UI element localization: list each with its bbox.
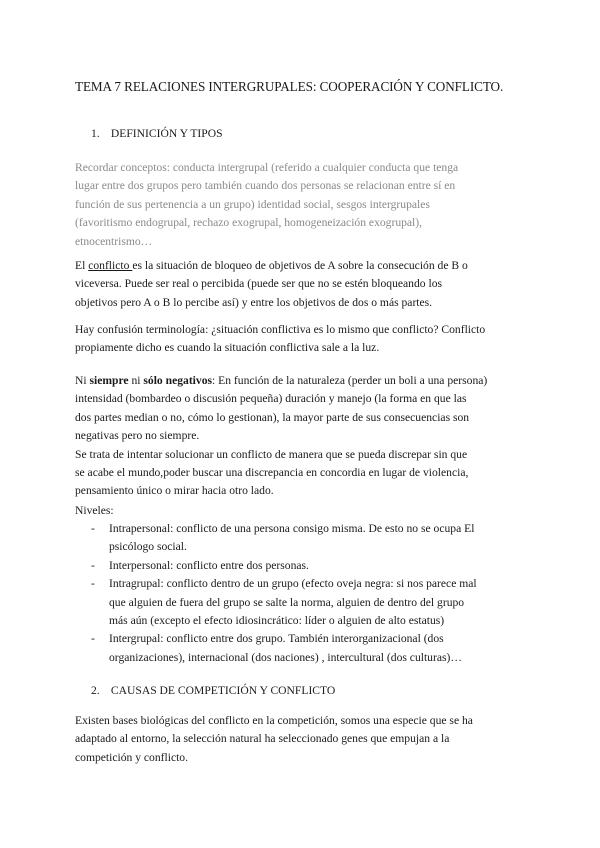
list-item: [91, 557, 531, 575]
causas-line: competición y conflicto.: [75, 750, 189, 764]
document-title: TEMA 7 RELACIONES INTERGRUPALES: COOPERACIÓN Y CONFLICTO.: [75, 79, 504, 94]
negativos-line: intensidad (bombardeo o discusión pequeña) duración y manejo (la forma en que las: [75, 392, 467, 406]
dash-bullet: -: [91, 558, 95, 572]
section-2-title: CAUSAS DE COMPETICIÓN Y CONFLICTO: [110, 684, 336, 697]
definicion-paragraph: [75, 257, 535, 312]
section-1-heading: [91, 127, 223, 140]
recordar-line: Recordar conceptos: conducta intergrupal (referido a cualquier conducta que tenga: [75, 161, 459, 174]
recordar-line: función de sus pertenencia a un grupo) identidad social, sesgos intergrupales: [75, 197, 430, 211]
definicion-line: viceversa. Puede ser real o percibida (puede ser que no se estén bloqueando los: [75, 277, 442, 291]
section-2-heading: [91, 684, 335, 697]
negativos-line: [75, 372, 535, 390]
recordar-line: etnocentrismo…: [75, 234, 153, 248]
siempre-term: siempre: [89, 374, 129, 387]
section-2-number: 2.: [91, 684, 100, 697]
dash-bullet: -: [91, 632, 95, 646]
list-item-line: Intergrupal: conflicto entre dos grupo. También interorganizacional (dos: [109, 632, 444, 646]
niveles-label-text: Niveles:: [75, 504, 114, 517]
solo-negativos-term: sólo negativos: [143, 374, 213, 387]
list-item: [91, 520, 531, 557]
confusion-paragraph: [75, 321, 535, 358]
niveles-list: [91, 520, 531, 667]
negativos-line: negativas pero no siempre.: [75, 429, 200, 443]
negativos-line: Se trata de intentar solucionar un conflicto de manera que se pueda discrepar sin que: [75, 447, 468, 461]
list-item-line: organizaciones), internacional (dos naciones) , intercultural (dos culturas)…: [109, 650, 462, 664]
negativos-paragraph: [75, 372, 535, 501]
recordar-paragraph: [75, 159, 535, 251]
section-1-title: DEFINICIÓN Y TIPOS: [110, 127, 223, 140]
list-item-line: Intragrupal: conflicto dentro de un grupo (efecto oveja negra: si nos parece mal: [109, 577, 477, 591]
ni-word: Ni: [75, 374, 90, 387]
recordar-line: (favoritismo endogrupal, rechazo exogrupal, homogeneización exogrupal),: [75, 216, 423, 230]
recordar-line: lugar entre dos grupos pero también cuando dos personas se relacionan entre sí en: [75, 179, 456, 193]
list-item-line: Interpersonal: conflicto entre dos personas.: [109, 558, 309, 572]
section-1-number: 1.: [91, 127, 100, 140]
list-item: [91, 630, 531, 667]
list-item: [91, 575, 531, 630]
list-item-line: Intrapersonal: conflicto de una persona consigo misma. De esto no se ocupa El: [109, 522, 475, 535]
definicion-rest: es la situación de bloqueo de objetivos de A sobre la consecución de B o: [132, 259, 468, 272]
dash-bullet: -: [91, 522, 95, 535]
ni-word: ni: [128, 374, 144, 387]
causas-line: Existen bases biológicas del conflicto en la competición, somos una especie que se ha: [75, 714, 473, 727]
list-item-line: psicólogo social.: [109, 540, 187, 554]
negativos-rest: : En función de la naturaleza (perder un boli a una persona): [212, 374, 488, 387]
niveles-label: [75, 502, 535, 520]
negativos-line: dos partes median o no, cómo lo gestionan), la mayor parte de sus consecuencias son: [75, 410, 470, 424]
list-item-line: que alguien de fuera del grupo se salte la norma, alguien de dentro del grupo: [109, 595, 465, 609]
list-item-line: más aún (excepto el efecto idiosincrático: líder o alguien de alto estatus): [109, 614, 445, 628]
definicion-line: objetivos pero A o B lo percibe así) y entre los objetivos de dos o más partes.: [75, 295, 433, 309]
causas-line: adaptado al entorno, la selección natural ha seleccionado genes que empujan a la: [75, 732, 450, 746]
confusion-line: Hay confusión terminología: ¿situación conflictiva es lo mismo que conflicto? Conflicto: [75, 323, 486, 336]
dash-bullet: -: [91, 577, 95, 591]
negativos-line: pensamiento único o mirar hacia otro lado.: [75, 484, 274, 498]
confusion-line: propiamente dicho es cuando la situación conflictiva sale a la luz.: [75, 341, 380, 355]
negativos-line: se acabe el mundo,poder buscar una discrepancia en concordia en lugar de violencia,: [75, 466, 469, 480]
definicion-prefix: El: [75, 259, 89, 272]
conflicto-term: conflicto: [88, 259, 133, 272]
definicion-line: [75, 257, 535, 275]
causas-paragraph: [75, 712, 535, 767]
